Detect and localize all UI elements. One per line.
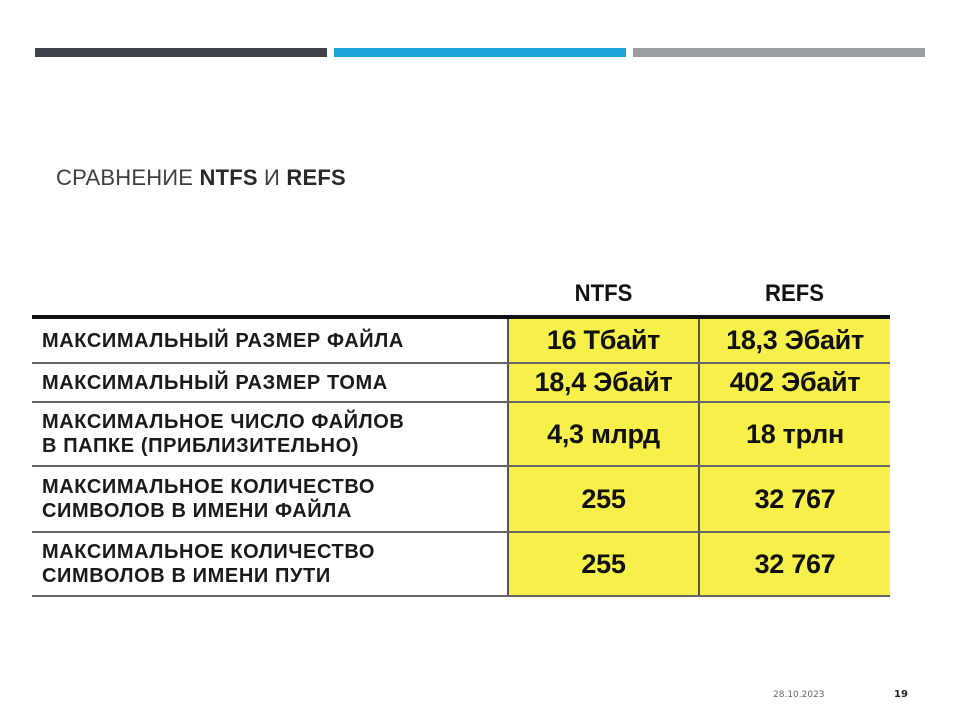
row-label: МАКСИМАЛЬНЫЙ РАЗМЕР ТОМА xyxy=(32,363,508,402)
ntfs-value: 18,4 Эбайт xyxy=(508,363,699,402)
title-prefix: СРАВНЕНИЕ xyxy=(56,165,200,190)
row-label: МАКСИМАЛЬНОЕ КОЛИЧЕСТВО СИМВОЛОВ В ИМЕНИ ПУТИ xyxy=(32,532,508,596)
title-term-refs: REFS xyxy=(286,165,346,190)
header-feature xyxy=(51,272,489,317)
header-refs: REFS xyxy=(707,272,883,317)
accent-bar-dark xyxy=(35,48,327,57)
header-ntfs: NTFS xyxy=(516,272,692,317)
table-row xyxy=(32,532,890,596)
refs-value: 32 767 xyxy=(699,532,890,596)
refs-value: 18 трлн xyxy=(699,402,890,466)
table-header-row xyxy=(32,272,890,317)
row-label: МАКСИМАЛЬНЫЙ РАЗМЕР ФАЙЛА xyxy=(32,317,508,363)
ntfs-value: 255 xyxy=(508,466,699,532)
refs-value: 402 Эбайт xyxy=(699,363,890,402)
table-row xyxy=(32,402,890,466)
title-term-ntfs: NTFS xyxy=(199,165,258,190)
slide-date: 28.10.2023 xyxy=(773,690,825,700)
slide-title xyxy=(56,165,346,191)
refs-value: 32 767 xyxy=(699,466,890,532)
row-label: МАКСИМАЛЬНОЕ ЧИСЛО ФАЙЛОВ В ПАПКЕ (ПРИБЛИЗИТЕЛЬНО) xyxy=(32,402,508,466)
comparison-table xyxy=(32,272,890,597)
ntfs-value: 16 Тбайт xyxy=(508,317,699,363)
table-row xyxy=(32,363,890,402)
accent-bar-blue xyxy=(334,48,626,57)
table-row xyxy=(32,466,890,532)
accent-bar-gray xyxy=(633,48,925,57)
row-label: МАКСИМАЛЬНОЕ КОЛИЧЕСТВО СИМВОЛОВ В ИМЕНИ ФАЙЛА xyxy=(32,466,508,532)
refs-value: 18,3 Эбайт xyxy=(699,317,890,363)
table-row xyxy=(32,317,890,363)
ntfs-value: 4,3 млрд xyxy=(508,402,699,466)
title-connector: И xyxy=(257,165,287,190)
ntfs-value: 255 xyxy=(508,532,699,596)
slide-page-number: 19 xyxy=(894,689,908,700)
